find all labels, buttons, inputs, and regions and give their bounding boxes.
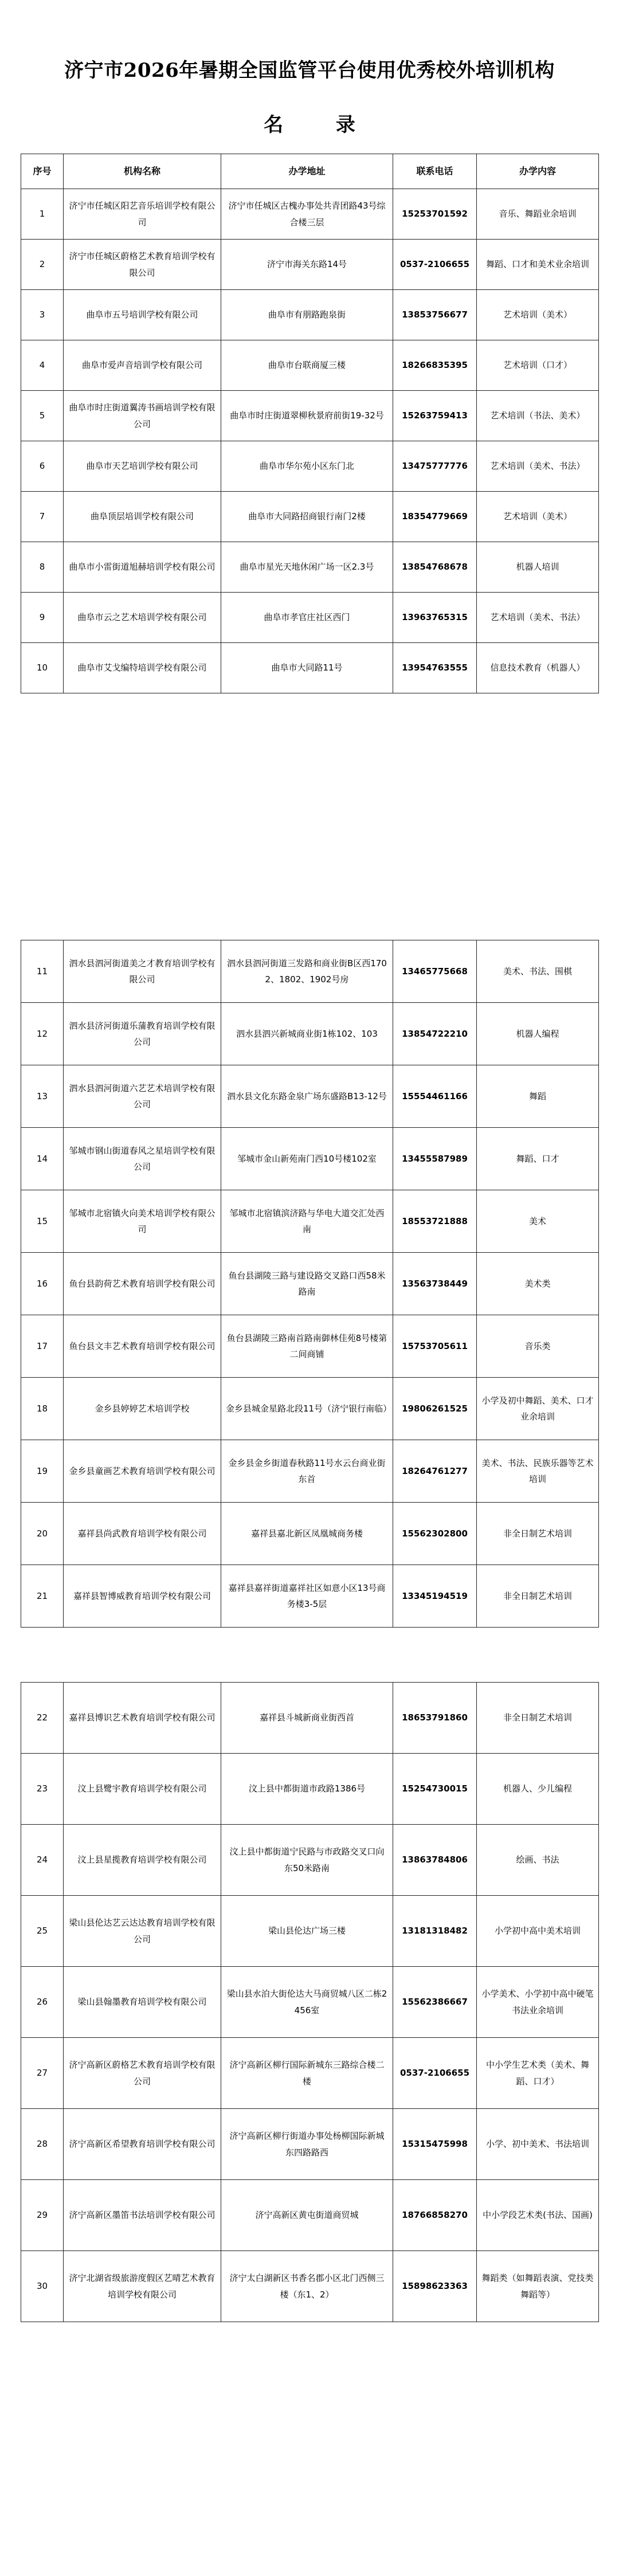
cell-address: 嘉祥县嘉祥街道嘉祥社区如意小区13号商务楼3-5层 (221, 1565, 393, 1628)
table-row (21, 240, 599, 290)
cell-phone: 19806261525 (393, 1378, 477, 1440)
header-phone: 联系电话 (393, 154, 477, 189)
cell-phone: 15562302800 (393, 1503, 477, 1565)
cell-content: 舞蹈 (477, 1065, 599, 1128)
cell-no: 27 (21, 2038, 64, 2109)
cell-address: 济宁高新区黄屯街道商贸城 (221, 2180, 393, 2251)
table-row (21, 1967, 599, 2038)
cell-no: 21 (21, 1565, 64, 1628)
cell-no: 15 (21, 1190, 64, 1253)
cell-content: 机器人培训 (477, 542, 599, 593)
cell-phone: 15898623363 (393, 2251, 477, 2322)
table-row (21, 2038, 599, 2109)
document-subtitle: 名 录 (264, 113, 378, 136)
cell-no: 20 (21, 1503, 64, 1565)
cell-institution-name: 曲阜市小雷街道旭赫培训学校有限公司 (64, 542, 221, 593)
cell-institution-name: 鱼台县韵荷艺术教育培训学校有限公司 (64, 1253, 221, 1315)
cell-content: 舞蹈、口才和美术业余培训 (477, 240, 599, 290)
table-body (21, 1683, 599, 2322)
table-row (21, 1825, 599, 1896)
cell-address: 曲阜市孝官庄社区西门 (221, 593, 393, 643)
cell-institution-name: 梁山县伦达艺云达达教育培训学校有限公司 (64, 1896, 221, 1967)
cell-phone: 15254730015 (393, 1754, 477, 1825)
table-row (21, 1896, 599, 1967)
cell-institution-name: 曲阜市天艺培训学校有限公司 (64, 441, 221, 492)
cell-content: 艺术培训（美术、书法） (477, 593, 599, 643)
cell-content: 舞蹈、口才 (477, 1128, 599, 1190)
cell-address: 嘉祥县嘉北新区凤凰城商务楼 (221, 1503, 393, 1565)
cell-address: 邹城市北宿镇滨济路与华电大道交汇处西南 (221, 1190, 393, 1253)
cell-no: 22 (21, 1683, 64, 1754)
cell-institution-name: 汶上县鹭宇教育培训学校有限公司 (64, 1754, 221, 1825)
header-no: 序号 (21, 154, 64, 189)
table-row (21, 492, 599, 542)
cell-content: 艺术培训（书法、美术） (477, 391, 599, 441)
table-row (21, 1003, 599, 1065)
cell-no: 6 (21, 441, 64, 492)
cell-address: 梁山县伦达广场三楼 (221, 1896, 393, 1967)
cell-institution-name: 邹城市钢山街道春风之星培训学校有限公司 (64, 1128, 221, 1190)
cell-phone: 13465775668 (393, 940, 477, 1003)
table-row (21, 2251, 599, 2322)
cell-content: 中小学生艺术类（美术、舞蹈、口才） (477, 2038, 599, 2109)
cell-no: 2 (21, 240, 64, 290)
cell-address: 邹城市金山新苑南门西10号楼102室 (221, 1128, 393, 1190)
cell-no: 17 (21, 1315, 64, 1378)
cell-phone: 13854768678 (393, 542, 477, 593)
table-header-row (21, 154, 599, 189)
table-row (21, 441, 599, 492)
cell-content: 机器人、少儿编程 (477, 1754, 599, 1825)
cell-content: 音乐类 (477, 1315, 599, 1378)
cell-no: 12 (21, 1003, 64, 1065)
cell-address: 鱼台县湖陵三路南首路南御林佳苑8号楼第二间商铺 (221, 1315, 393, 1378)
cell-phone: 13853756677 (393, 290, 477, 340)
cell-no: 29 (21, 2180, 64, 2251)
table-row (21, 340, 599, 391)
table-row (21, 1503, 599, 1565)
cell-no: 10 (21, 643, 64, 693)
cell-no: 16 (21, 1253, 64, 1315)
cell-phone: 18354779669 (393, 492, 477, 542)
cell-content: 小学及初中舞蹈、美术、口才业余培训 (477, 1378, 599, 1440)
table-row (21, 1565, 599, 1628)
cell-phone: 13345194519 (393, 1565, 477, 1628)
cell-phone: 18266835395 (393, 340, 477, 391)
cell-no: 13 (21, 1065, 64, 1128)
cell-address: 泗水县文化东路金泉广场东盛路B13-12号 (221, 1065, 393, 1128)
cell-phone: 18553721888 (393, 1190, 477, 1253)
cell-phone: 18264761277 (393, 1440, 477, 1503)
cell-content: 艺术培训（美术） (477, 492, 599, 542)
document-title: 济宁市2026年暑期全国监管平台使用优秀校外培训机构 (64, 59, 555, 82)
cell-institution-name: 曲阜市云之艺术培训学校有限公司 (64, 593, 221, 643)
cell-phone: 15753705611 (393, 1315, 477, 1378)
cell-institution-name: 嘉祥县智博威教育培训学校有限公司 (64, 1565, 221, 1628)
cell-institution-name: 济宁高新区希望教育培训学校有限公司 (64, 2109, 221, 2180)
header-content: 办学内容 (477, 154, 599, 189)
cell-content: 非全日制艺术培训 (477, 1565, 599, 1628)
cell-address: 曲阜市时庄街道翠柳秋景府前街19-32号 (221, 391, 393, 441)
table-body (21, 189, 599, 693)
cell-address: 曲阜市大同路招商银行南门2楼 (221, 492, 393, 542)
cell-phone: 15562386667 (393, 1967, 477, 2038)
cell-address: 济宁市任城区古槐办事处共青团路43号综合楼三层 (221, 189, 393, 240)
table-row (21, 593, 599, 643)
table-row (21, 1378, 599, 1440)
cell-phone: 0537-2106655 (393, 2038, 477, 2109)
cell-no: 11 (21, 940, 64, 1003)
cell-content: 艺术培训（口才） (477, 340, 599, 391)
cell-address: 泗水县泗河街道三发路和商业街B区西1702、1802、1902号房 (221, 940, 393, 1003)
cell-content: 舞蹈类（如舞蹈表演、党技类舞蹈等） (477, 2251, 599, 2322)
table-row (21, 1253, 599, 1315)
cell-institution-name: 嘉祥县尚武教育培训学校有限公司 (64, 1503, 221, 1565)
table-row (21, 940, 599, 1003)
cell-phone: 15554461166 (393, 1065, 477, 1128)
cell-institution-name: 济宁北湖省级旅游度假区艺晴艺术教育培训学校有限公司 (64, 2251, 221, 2322)
header-address: 办学地址 (221, 154, 393, 189)
cell-address: 济宁高新区柳行街道办事处杨柳国际新城东四路路西 (221, 2109, 393, 2180)
cell-address: 汶上县中都街道宁民路与市政路交叉口向东50米路南 (221, 1825, 393, 1896)
table-row (21, 1128, 599, 1190)
cell-phone: 13475777776 (393, 441, 477, 492)
cell-no: 24 (21, 1825, 64, 1896)
cell-phone: 13963765315 (393, 593, 477, 643)
cell-institution-name: 济宁高新区墨笛书法培训学校有限公司 (64, 2180, 221, 2251)
cell-phone: 13181318482 (393, 1896, 477, 1967)
cell-institution-name: 曲阜市爱声音培训学校有限公司 (64, 340, 221, 391)
cell-address: 梁山县水泊大街伦达大马商贸城八区二栋2456室 (221, 1967, 393, 2038)
cell-institution-name: 金乡县童画艺术教育培训学校有限公司 (64, 1440, 221, 1503)
cell-content: 机器人编程 (477, 1003, 599, 1065)
institution-table-page-3 (21, 1682, 599, 2322)
cell-content: 美术类 (477, 1253, 599, 1315)
cell-address: 曲阜市有朋路跑泉街 (221, 290, 393, 340)
cell-address: 泗水县泗兴新城商业街1栋102、103 (221, 1003, 393, 1065)
table-row (21, 2109, 599, 2180)
cell-institution-name: 济宁高新区蔚格艺术教育培训学校有限公司 (64, 2038, 221, 2109)
cell-institution-name: 济宁市任城区阳艺音乐培训学校有限公司 (64, 189, 221, 240)
cell-address: 曲阜市华尔苑小区东门北 (221, 441, 393, 492)
cell-institution-name: 曲阜市五号培训学校有限公司 (64, 290, 221, 340)
cell-institution-name: 泗水县泗河街道六艺艺术培训学校有限公司 (64, 1065, 221, 1128)
cell-no: 8 (21, 542, 64, 593)
cell-content: 艺术培训（美术） (477, 290, 599, 340)
table-row (21, 290, 599, 340)
table-row (21, 1190, 599, 1253)
cell-phone: 13455587989 (393, 1128, 477, 1190)
cell-institution-name: 嘉祥县博识艺术教育培训学校有限公司 (64, 1683, 221, 1754)
cell-content: 美术 (477, 1190, 599, 1253)
cell-no: 25 (21, 1896, 64, 1967)
cell-content: 美术、书法、围棋 (477, 940, 599, 1003)
cell-address: 济宁市海关东路14号 (221, 240, 393, 290)
cell-no: 14 (21, 1128, 64, 1190)
cell-institution-name: 邹城市北宿镇火向美术培训学校有限公司 (64, 1190, 221, 1253)
cell-no: 23 (21, 1754, 64, 1825)
cell-phone: 15315475998 (393, 2109, 477, 2180)
table-row (21, 542, 599, 593)
cell-institution-name: 鱼台县文丰艺术教育培训学校有限公司 (64, 1315, 221, 1378)
cell-institution-name: 曲阜市艾戈编特培训学校有限公司 (64, 643, 221, 693)
cell-address: 济宁高新区柳行国际新城东三路综合楼二楼 (221, 2038, 393, 2109)
institution-table-page-1 (21, 154, 599, 693)
cell-no: 26 (21, 1967, 64, 2038)
cell-institution-name: 梁山县翰墨教育培训学校有限公司 (64, 1967, 221, 2038)
cell-no: 3 (21, 290, 64, 340)
table-body (21, 940, 599, 1628)
cell-content: 小学美术、小学初中高中硬笔书法业余培训 (477, 1967, 599, 2038)
cell-phone: 18766858270 (393, 2180, 477, 2251)
table-row (21, 2180, 599, 2251)
cell-address: 金乡县城金星路北段11号（济宁银行南临） (221, 1378, 393, 1440)
cell-address: 曲阜市台联商厦三楼 (221, 340, 393, 391)
cell-content: 艺术培训（美术、书法） (477, 441, 599, 492)
cell-address: 嘉祥县斗城新商业街西首 (221, 1683, 393, 1754)
cell-institution-name: 曲阜市时庄街道翼涛书画培训学校有限公司 (64, 391, 221, 441)
cell-phone: 13954763555 (393, 643, 477, 693)
cell-address: 曲阜市大同路11号 (221, 643, 393, 693)
cell-no: 5 (21, 391, 64, 441)
cell-content: 美术、书法、民族乐器等艺术培训 (477, 1440, 599, 1503)
cell-content: 小学初中高中美术培训 (477, 1896, 599, 1967)
table-row (21, 1315, 599, 1378)
table-row (21, 643, 599, 693)
cell-phone: 0537-2106655 (393, 240, 477, 290)
cell-institution-name: 汶上县星揽教育培训学校有限公司 (64, 1825, 221, 1896)
cell-address: 鱼台县湖陵三路与建设路交叉路口西58米路南 (221, 1253, 393, 1315)
table-row (21, 1754, 599, 1825)
cell-no: 28 (21, 2109, 64, 2180)
cell-content: 小学、初中美术、书法培训 (477, 2109, 599, 2180)
institution-table-page-2 (21, 940, 599, 1628)
cell-address: 汶上县中都街道市政路1386号 (221, 1754, 393, 1825)
cell-phone: 15253701592 (393, 189, 477, 240)
cell-no: 7 (21, 492, 64, 542)
cell-no: 4 (21, 340, 64, 391)
cell-institution-name: 泗水县济河街道乐蒲教育培训学校有限公司 (64, 1003, 221, 1065)
cell-institution-name: 济宁市任城区蔚格艺术教育培训学校有限公司 (64, 240, 221, 290)
cell-institution-name: 泗水县泗河街道美之才教育培训学校有限公司 (64, 940, 221, 1003)
cell-institution-name: 曲阜顶层培训学校有限公司 (64, 492, 221, 542)
cell-content: 中小学段艺术类(书法、国画) (477, 2180, 599, 2251)
table-row (21, 1440, 599, 1503)
table-row (21, 189, 599, 240)
cell-no: 18 (21, 1378, 64, 1440)
cell-phone: 13563738449 (393, 1253, 477, 1315)
table-row (21, 391, 599, 441)
cell-content: 非全日制艺术培训 (477, 1683, 599, 1754)
cell-no: 19 (21, 1440, 64, 1503)
header-name: 机构名称 (64, 154, 221, 189)
cell-address: 曲阜市星光天地休闲广场一区2.3号 (221, 542, 393, 593)
cell-content: 信息技术教育（机器人） (477, 643, 599, 693)
cell-content: 音乐、舞蹈业余培训 (477, 189, 599, 240)
cell-address: 济宁太白湖新区书香名郡小区北门西侧三楼（东1、2） (221, 2251, 393, 2322)
cell-phone: 13863784806 (393, 1825, 477, 1896)
cell-address: 金乡县金乡街道春秋路11号水云台商业街东首 (221, 1440, 393, 1503)
cell-no: 1 (21, 189, 64, 240)
cell-no: 9 (21, 593, 64, 643)
table-row (21, 1683, 599, 1754)
cell-no: 30 (21, 2251, 64, 2322)
cell-content: 非全日制艺术培训 (477, 1503, 599, 1565)
cell-phone: 18653791860 (393, 1683, 477, 1754)
cell-phone: 15263759413 (393, 391, 477, 441)
table-row (21, 1065, 599, 1128)
cell-institution-name: 金乡县婷婷艺术培训学校 (64, 1378, 221, 1440)
cell-phone: 13854722210 (393, 1003, 477, 1065)
cell-content: 绘画、书法 (477, 1825, 599, 1896)
